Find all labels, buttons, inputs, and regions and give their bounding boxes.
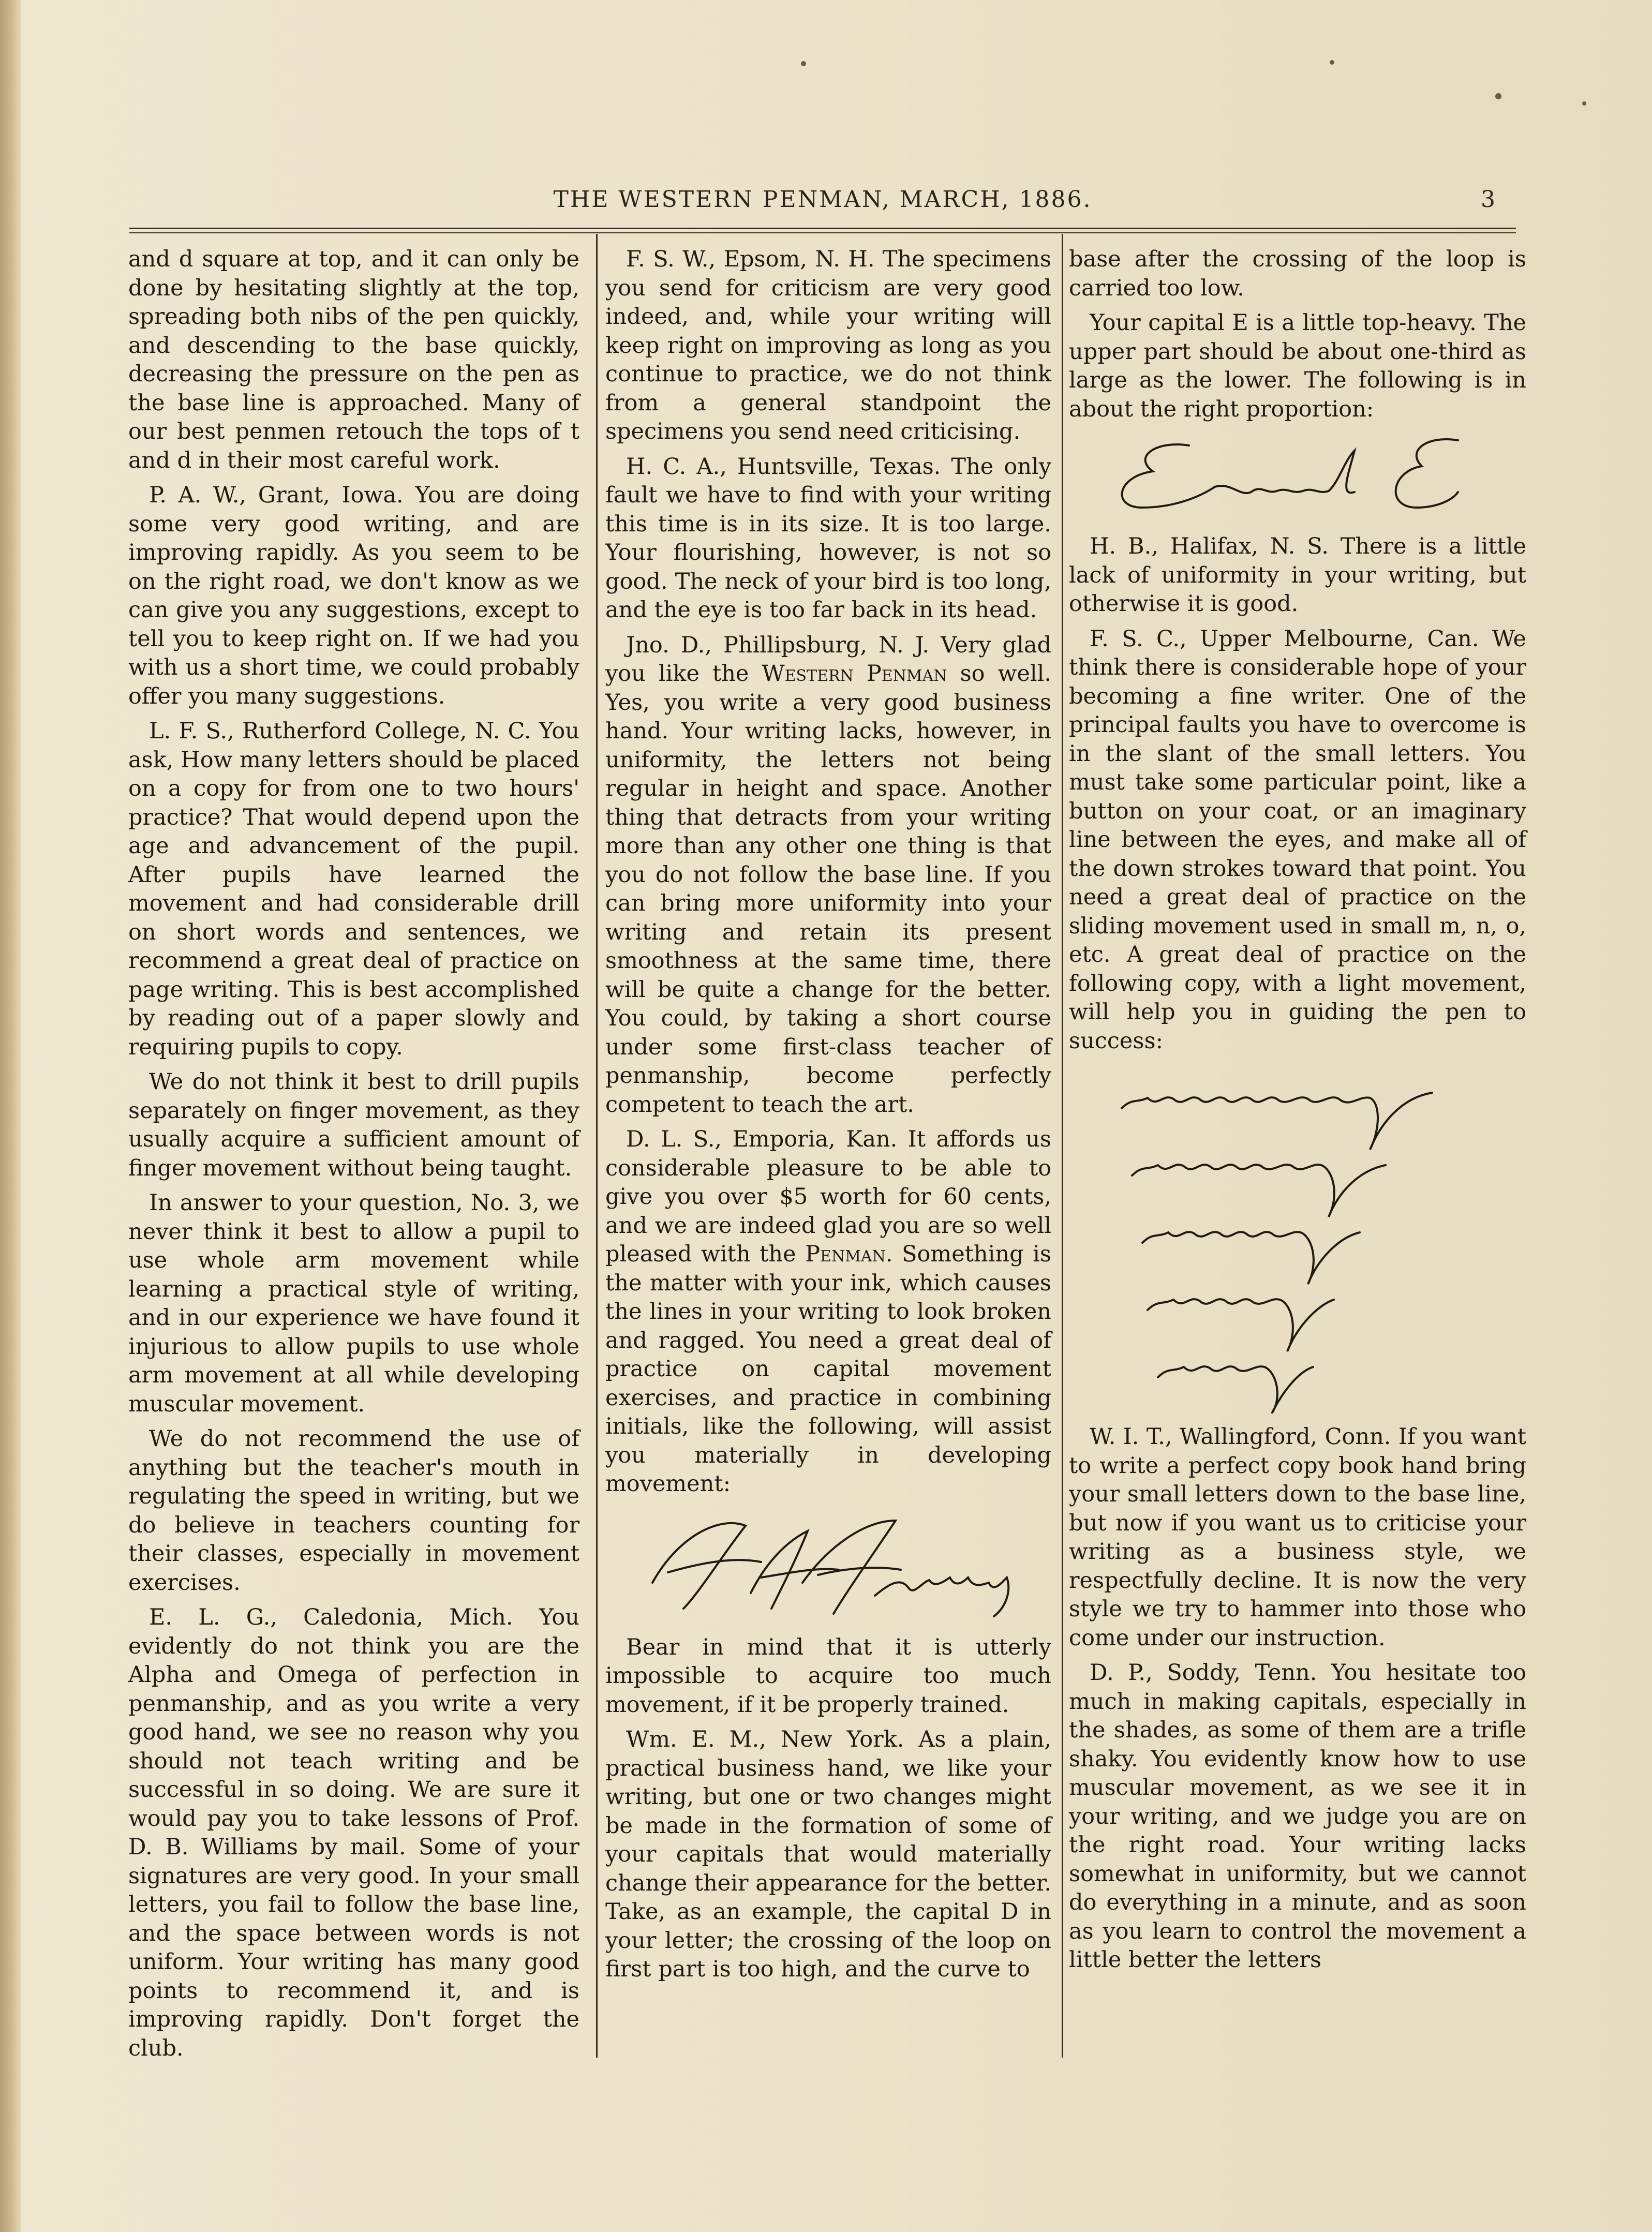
paragraph: H. B., Halifax, N. S. There is a little lack of uniformity in your writing, but otherwise it is good. [1069,533,1526,617]
running-line-2 [1132,1165,1386,1217]
paragraph: Bear in mind that it is utterly impossible to acquire too much movement, if it be properly trained. [605,1634,1051,1718]
paragraph: D. P., Soddy, Tenn. You hesitate too much in making capitals, especially in the shades, as some of them are a trifle shaky. You evidently know how to use muscular movement, as we see it in your writing, and we judge you are on the right road. Your writing lacks somewhat in uniformity, but we cannot do everything in a minute, and as soon as you learn to control the movement a little better the letters [1069,1660,1526,1973]
running-line-4 [1148,1299,1334,1351]
script-lowercase-amlin [875,1578,1008,1616]
edmund-e-script-illustration [1096,430,1499,523]
running-line-5 [1158,1366,1313,1413]
page-number: 3 [1481,186,1495,213]
paper-speck [1582,101,1586,106]
paragraph: P. A. W., Grant, Iowa. You are doing some very good writing, and are improving rapidly. As you seem to be on the right road, we don't know as we can give you any suggestions, except to tell you to keep right on. If we had you with us a short time, we could probably offer you many suggestions. [128,482,579,709]
paragraph [605,631,1051,1120]
running-line-1 [1122,1093,1432,1150]
running-copy-exercise [1091,1062,1505,1413]
publication-name: Penman [805,1241,886,1267]
header-rule-top [129,228,1516,229]
paragraph [605,1125,1051,1499]
paragraph: W. I. T., Wallingford, Conn. If you want to write a perfect copy book hand bring your small letters down to the base line, but now if you want us to criticise your writing as a business style, we respectfully decline. It is now the very style we try to hammer into those who come under our instruction. [1069,1424,1526,1651]
script-capital-h [652,1523,761,1608]
column-divider [596,234,598,2058]
paragraph: H. C. A., Huntsville, Texas. The only fault we have to find with your writing this time is in its size. It is too large. Your flourishing, however, is not so good. The neck of your bird is too long, and the eye is too far back in its head. [605,453,1051,623]
running-line-3 [1142,1232,1360,1284]
column-1 [128,245,579,2069]
paragraph: We do not recommend the use of anything but the teacher's mouth in regulating the speed in writing, but we do believe in teachers counting for their classes, especially in movement exercises. [128,1426,579,1596]
paragraph: F. S. W., Epsom, N. H. The specimens you send for criticism are very good indeed, and, while your writing will keep right on improving as long as you continue to practice, we do not think from a general standpoint the specimens you send need criticising. [605,246,1051,444]
column-2 [605,245,1051,1990]
paragraph: We do not think it best to drill pupils separately on finger movement, as they usually acquire a sufficient amount of finger movement without being taught. [128,1069,579,1181]
paragraph: L. F. S., Rutherford College, N. C. You ask, How many letters should be placed on a copy for from one to two hours' practice? That would depend upon the age and advancement of the pupil. After pupils have learned the movement and had considerable drill on short words and sentences, we recommend a great deal of practice on page writing. This is best accomplished by reading out of a paper slowly and requiring pupils to copy. [128,718,579,1060]
header-rule-bottom [129,232,1516,233]
text-run: D. L. S., Emporia, Kan. It affords us considerable pleasure to be able to give you over $5 worth for 60 cents, and we are indeed glad you are so well pleased with the [605,1126,1051,1267]
paragraph: and d square at top, and it can only be done by hesitating slightly at the top, spreading both nibs of the pen quickly, and descending to the base quickly, decreasing the pressure on the pen as the base line is approached. Many of our best penmen retouch the tops of t and d in their most careful work. [128,246,579,473]
text-run: Jno. D., Phillipsburg, N. J. Very glad you like the [605,632,1051,687]
hamlin-signature-illustration [632,1505,1025,1624]
script-lowercase-dmund [1215,451,1355,493]
script-capital-e [1396,439,1458,508]
page-binding-shadow [0,0,21,2232]
paper-speck [1495,93,1501,99]
text-run: so well. Yes, you write a very good business hand. Your writing lacks, however, in uniformity, the letters not being regular in height and space. Another thing that detracts from your writing more than any other one thing is that you do not follow the base line. If you can bring more uniformity into your writing and retain its present smoothness at the same time, there will be quite a change for the better. You could, by taking a short course under some first-class teacher of penmanship, become perfectly competent to teach the art. [605,661,1052,1118]
paragraph: F. S. C., Upper Melbourne, Can. We think there is considerable hope of your becoming a fine writer. One of the principal faults you have to overcome is in the slant of the small letters. You must take some particular point, like a button on your coat, or an imaginary line between the eyes, and make all of the down strokes toward that point. You need a great deal of practice on the sliding movement used in small m, n, o, etc. A great deal of practice on the following copy, with a light movement, will help you in guiding the pen to success: [1069,626,1526,1054]
script-capital-h [802,1521,901,1614]
page-header [129,182,1516,224]
paragraph: Wm. E. M., New York. As a plain, practical business hand, we like your writing, but one or two changes might be made in the formation of some of your capitals that would materially change their appearance for the better. Take, as an example, the capital D in your letter; the crossing of the loop on first part is too high, and the curve to [605,1727,1051,1982]
paper-speck [801,61,806,66]
paragraph: base after the crossing of the loop is carried too low. [1069,246,1526,301]
paper-speck [1330,60,1334,65]
column-3 [1069,245,1526,1981]
text-run: . Something is the matter with your ink, which causes the lines in your writing to look broken and ragged. You need a great deal of practice on capital movement exercises, and practice in combining initials, like the following, will assist you materially in developing movement: [605,1241,1051,1497]
page-title: THE WESTERN PENMAN, MARCH, 1886. [553,186,1092,213]
paragraph: E. L. G., Caledonia, Mich. You evidently do not think you are the Alpha and Omega of perfection in penmanship, and as you write a very good hand, we see no reason why you should not teach writing and be successful in so doing. We are sure it would pay you to take lessons of Prof. D. B. Williams by mail. Some of your signatures are very good. In your small letters, you fail to follow the base line, and the space between words is not uniform. Your writing has many good points to recommend it, and is improving rapidly. Don't forget the club. [128,1604,579,2061]
column-divider [1062,234,1063,2058]
paragraph: In answer to your question, No. 3, we never think it best to allow a pupil to use whole arm movement while learning a practical style of writing, and in our experience we have found it injurious to allow pupils to use whole arm movement at all while developing muscular movement. [128,1190,579,1417]
publication-name: Western Penman [762,661,947,687]
paragraph: Your capital E is a little top-heavy. The upper part should be about one-third as large as the lower. The following is in about the right proportion: [1069,310,1526,422]
script-capital-e [1122,444,1215,508]
script-capital-h [751,1531,839,1609]
